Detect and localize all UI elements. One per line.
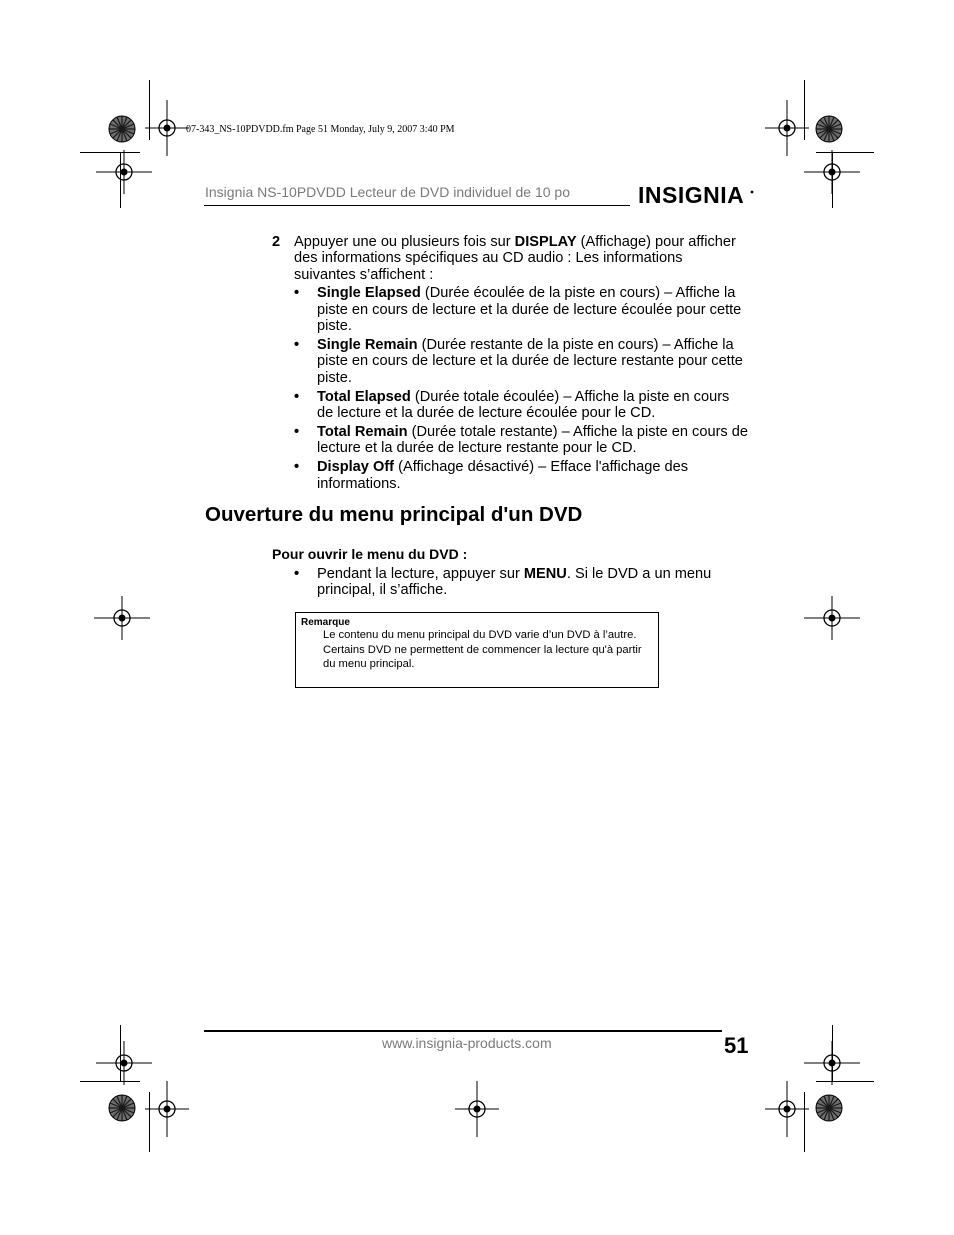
step-intro: [294, 234, 748, 283]
registration-mark-icon: [96, 1041, 152, 1085]
star-target-icon: [104, 111, 140, 147]
crop-mark: [816, 152, 874, 153]
crop-mark: [80, 152, 140, 153]
note-text: [323, 629, 653, 673]
procedure-text: Pendant la lecture, appuyer sur: [317, 566, 524, 582]
bullet-icon: •: [294, 459, 300, 476]
star-target-icon: [104, 1090, 140, 1126]
step-intro-text: Appuyer une ou plusieurs fois sur: [294, 234, 515, 250]
crop-mark: [120, 1025, 121, 1081]
footer-url: www.insignia-products.com: [382, 1035, 552, 1051]
procedure-list: [294, 566, 748, 599]
item-desc: (Affichage désactivé) – Efface l'affichage des informations.: [317, 459, 689, 492]
item-desc: (Durée totale restante) – Affiche la piste en cours de lecture et la durée de lecture restante pour le CD.: [317, 423, 749, 457]
note-box: [295, 612, 659, 688]
registration-mark-icon: [765, 100, 809, 156]
page-number: 51: [724, 1033, 749, 1058]
registration-mark-icon: [804, 596, 860, 640]
section-heading: Ouverture du menu principal d'un DVD: [205, 503, 583, 526]
bullet-icon: •: [294, 336, 300, 353]
list-item: [294, 566, 748, 599]
item-term: Single Elapsed: [317, 285, 421, 302]
crop-mark: [832, 1025, 833, 1081]
note-label: Remarque: [301, 617, 350, 628]
step-2: [272, 234, 748, 495]
procedure-key: MENU: [523, 566, 567, 582]
item-term: Total Elapsed: [317, 388, 411, 405]
crop-mark: [149, 80, 150, 140]
crop-mark: [804, 80, 805, 140]
item-desc: (Durée écoulée de la piste en cours) – Affiche la piste en cours de lecture et la durée de lecture écoulée pour cette piste.: [317, 285, 742, 335]
item-term: Total Remain: [317, 423, 408, 440]
procedure-title: Pour ouvrir le menu du DVD :: [272, 546, 468, 562]
item-desc: (Durée totale écoulée) – Affiche la piste en cours de lecture et la durée de lecture écoulée pour le CD.: [317, 388, 730, 422]
registration-mark-icon: [96, 150, 152, 194]
list-item: [294, 285, 748, 334]
display-options-list: [294, 285, 748, 492]
running-title: Insignia NS-10PDVDD Lecteur de DVD individuel de 10 po: [205, 184, 570, 200]
bullet-icon: •: [294, 388, 300, 405]
list-item: [294, 424, 748, 457]
bullet-icon: •: [294, 285, 300, 302]
registration-mark-icon: [765, 1081, 809, 1137]
header-rule: [204, 205, 630, 206]
list-item: [294, 459, 748, 492]
procedure-step: [294, 566, 748, 601]
crop-mark: [804, 1092, 805, 1152]
star-target-icon: [811, 111, 847, 147]
crop-mark: [149, 1092, 150, 1152]
note-line: Certains DVD ne permettent de commencer la lecture qu'à partir du menu principal.: [323, 644, 642, 670]
logo-text: INSIGNIA: [638, 182, 745, 207]
procedure-text-end: . Si le DVD a un menu principal, il s’affiche.: [317, 566, 712, 599]
file-stamp: 07-343_NS-10PDVDD.fm Page 51 Monday, July 9, 2007 3:40 PM: [186, 124, 455, 135]
registration-mark-icon: [145, 100, 189, 156]
bullet-icon: •: [294, 566, 300, 582]
item-term: Display Off: [317, 459, 395, 476]
registration-mark-icon: [145, 1081, 189, 1137]
step-body: [294, 234, 748, 492]
insignia-logo: [638, 179, 754, 207]
crop-mark: [816, 1081, 874, 1082]
registration-mark-icon: [455, 1081, 499, 1137]
item-desc: (Durée restante de la piste en cours) – Affiche la piste en cours de lecture et la durée de lecture restante pour cette piste.: [317, 336, 743, 386]
crop-mark: [832, 152, 833, 208]
item-term: Single Remain: [317, 336, 418, 353]
step-intro-key: DISPLAY: [514, 234, 577, 250]
step-number: 2: [272, 234, 281, 250]
star-target-icon: [811, 1090, 847, 1126]
footer-rule: [204, 1030, 722, 1032]
step-intro-text-end: (Affichage) pour afficher des informations spécifiques au CD audio : Les informations suivantes s’affichent :: [294, 234, 736, 283]
bullet-icon: •: [294, 423, 300, 440]
list-item: [294, 389, 748, 422]
crop-mark: [80, 1081, 140, 1082]
crop-mark: [120, 152, 121, 208]
list-item: [294, 337, 748, 386]
note-line: Le contenu du menu principal du DVD varie d’un DVD à l’autre.: [323, 629, 637, 641]
registration-mark-icon: [94, 596, 150, 640]
